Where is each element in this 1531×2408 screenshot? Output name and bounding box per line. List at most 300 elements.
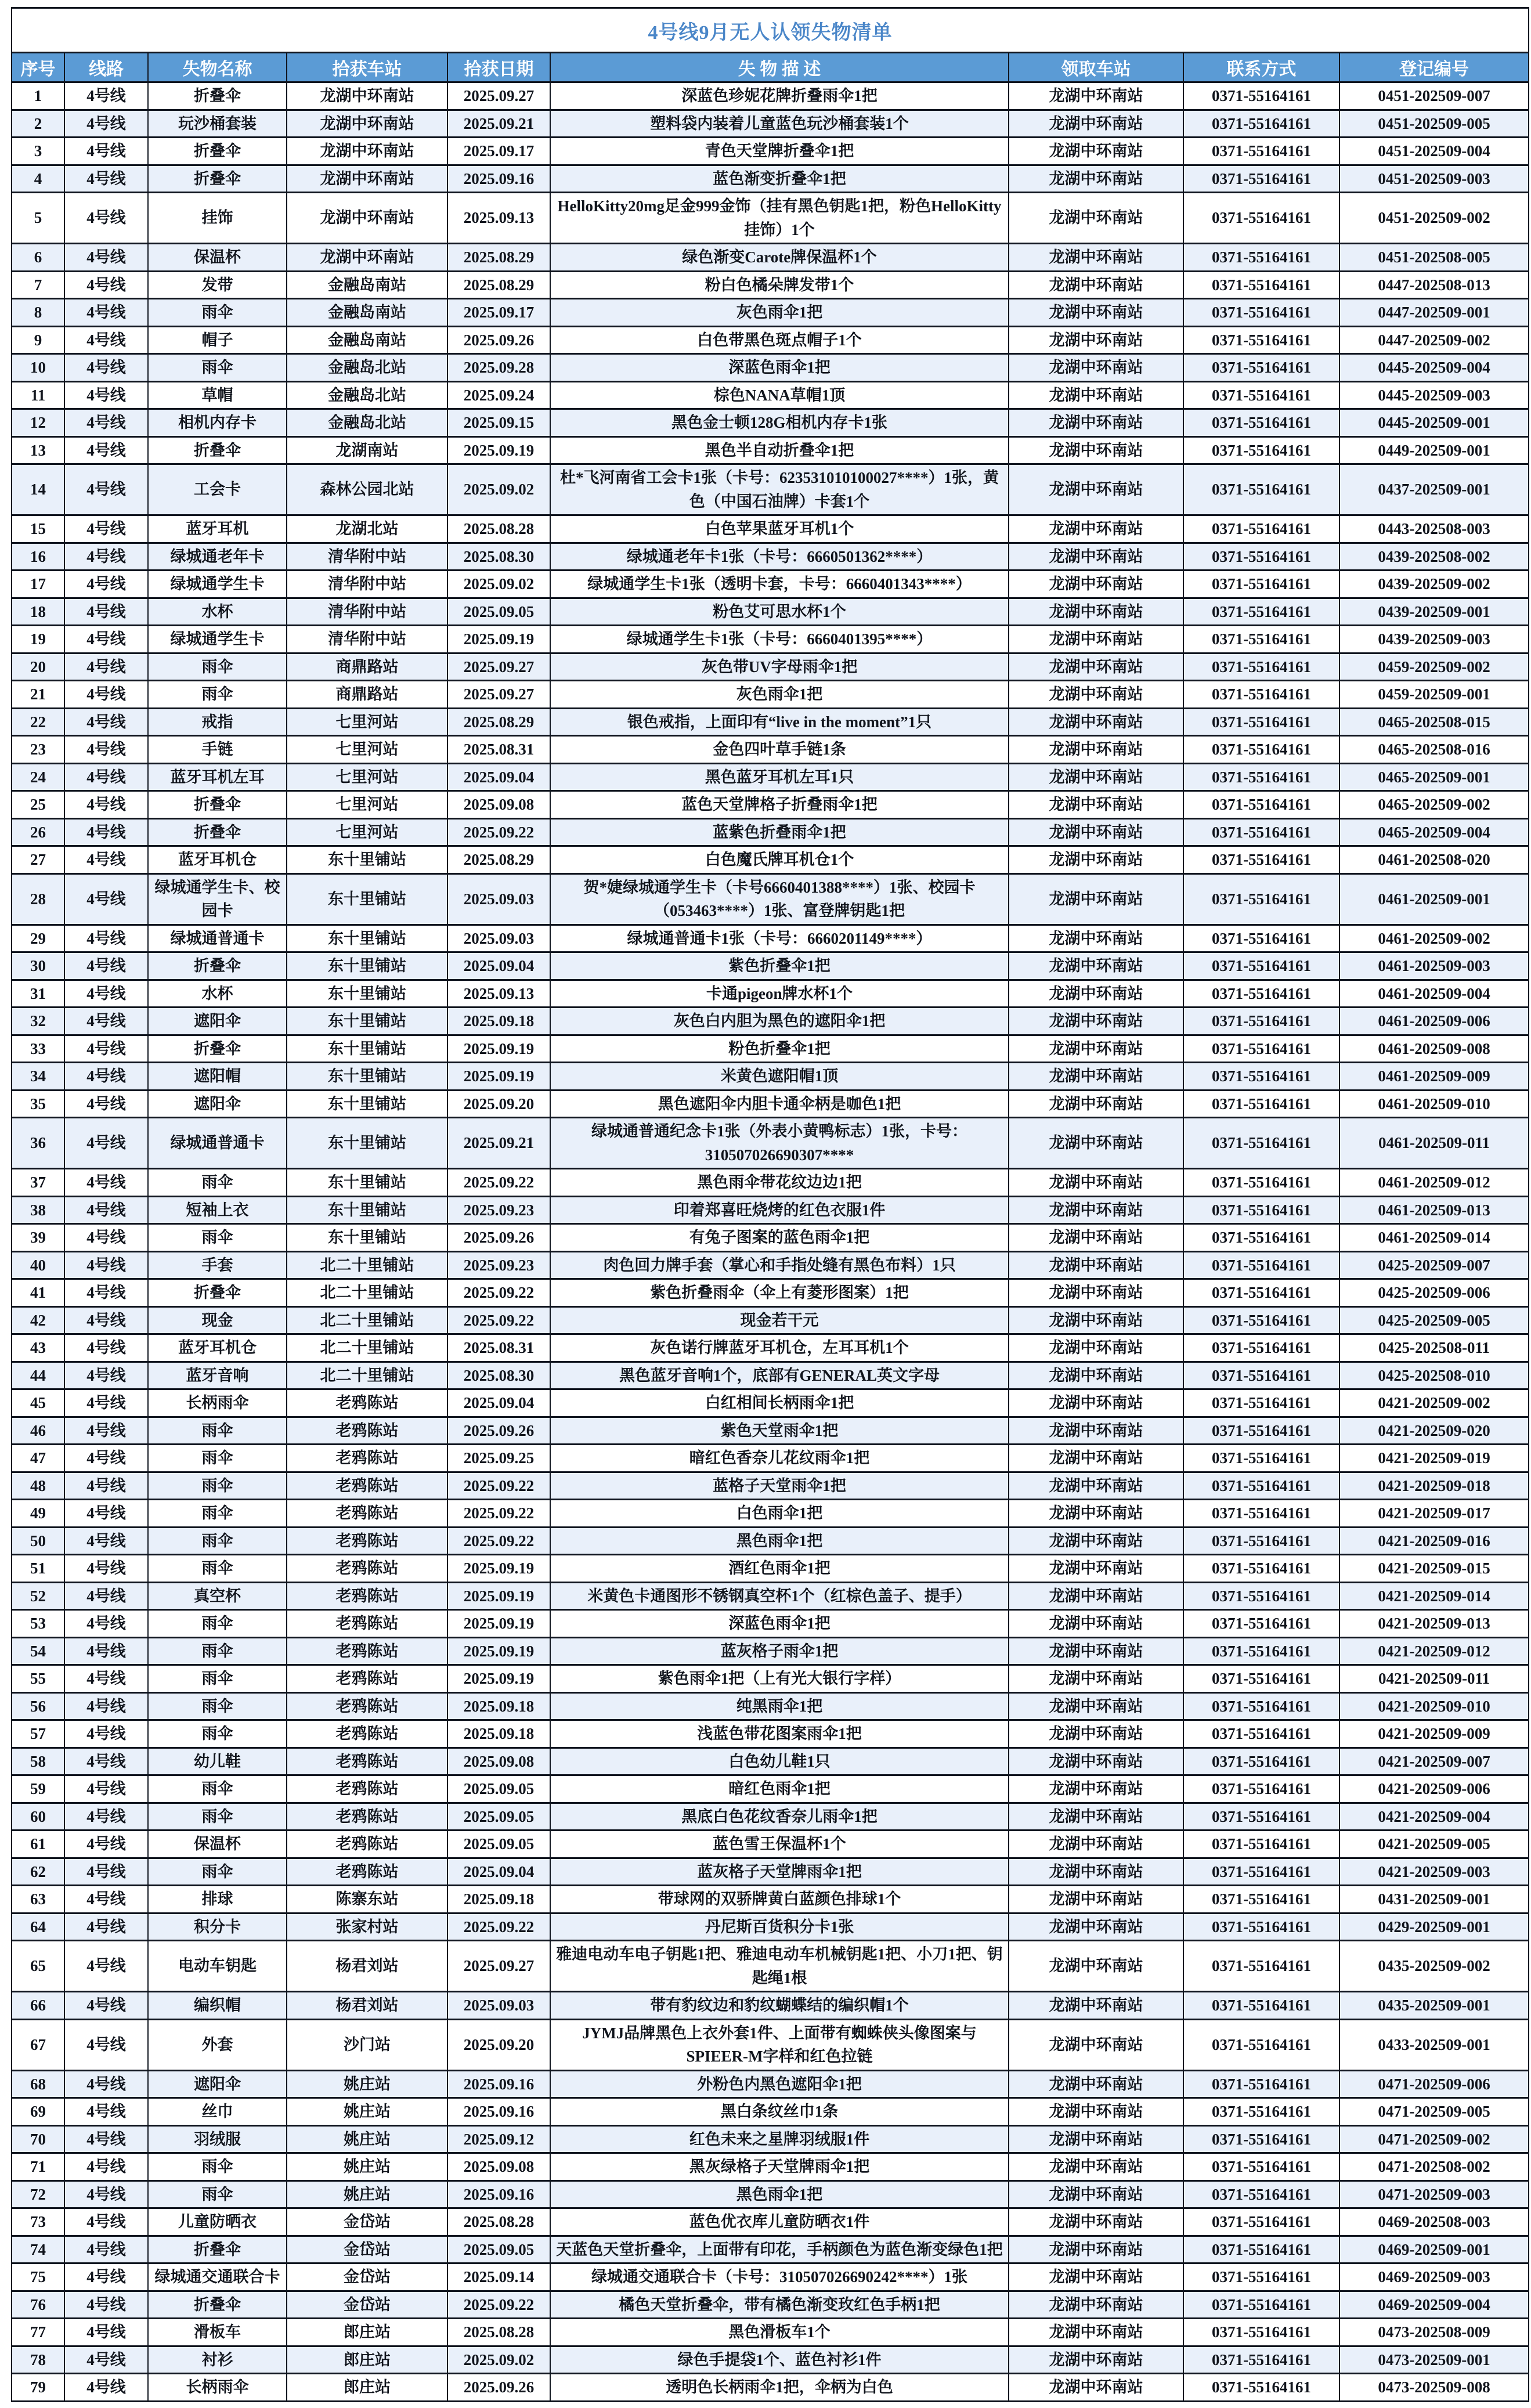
cell-item: 蓝牙耳机仓 [148, 846, 287, 874]
table-row [12, 2263, 1529, 2291]
cell-line: 4号线 [64, 2346, 148, 2374]
cell-item: 折叠伞 [148, 165, 287, 193]
cell-contact: 0371-55164161 [1183, 1858, 1339, 1886]
cell-line: 4号线 [64, 763, 148, 791]
cell-found-station: 老鸦陈站 [287, 1720, 447, 1748]
cell-item: 折叠伞 [148, 818, 287, 846]
cell-description: 绿色手提袋1个、蓝色衬衫1件 [550, 2346, 1009, 2374]
cell-no: 13 [12, 436, 64, 464]
cell-found-station: 老鸦陈站 [287, 1582, 447, 1610]
table-row [12, 1803, 1529, 1831]
cell-description: 白色苹果蓝牙耳机1个 [550, 515, 1009, 543]
cell-contact: 0371-55164161 [1183, 1500, 1339, 1528]
cell-item: 折叠伞 [148, 952, 287, 980]
cell-found-station: 老鸦陈站 [287, 1389, 447, 1417]
cell-item: 儿童防晒衣 [148, 2208, 287, 2236]
cell-no: 46 [12, 1417, 64, 1445]
cell-found-station: 七里河站 [287, 736, 447, 764]
cell-found-station: 清华附中站 [287, 626, 447, 654]
cell-found-station: 老鸦陈站 [287, 1472, 447, 1500]
cell-line: 4号线 [64, 1090, 148, 1118]
table-row [12, 2180, 1529, 2208]
cell-pickup-station: 龙湖中环南站 [1009, 193, 1183, 244]
cell-found-date: 2025.09.26 [447, 1224, 550, 1252]
cell-reg-no: 0433-202509-001 [1339, 2019, 1529, 2070]
cell-description: 卡通pigeon牌水杯1个 [550, 980, 1009, 1008]
cell-reg-no: 0471-202509-006 [1339, 2070, 1529, 2098]
cell-item: 折叠伞 [148, 436, 287, 464]
cell-item: 雨伞 [148, 1692, 287, 1720]
cell-reg-no: 0439-202509-003 [1339, 626, 1529, 654]
table-row [12, 2236, 1529, 2263]
cell-pickup-station: 龙湖中环南站 [1009, 1362, 1183, 1389]
table-row [12, 2070, 1529, 2098]
cell-reg-no: 0449-202509-001 [1339, 436, 1529, 464]
cell-reg-no: 0461-202509-013 [1339, 1196, 1529, 1224]
cell-found-station: 老鸦陈站 [287, 1555, 447, 1583]
cell-line: 4号线 [64, 873, 148, 925]
cell-found-date: 2025.09.19 [447, 1063, 550, 1091]
cell-item: 绿城通普通卡 [148, 925, 287, 952]
cell-contact: 0371-55164161 [1183, 1720, 1339, 1748]
cell-item: 折叠伞 [148, 138, 287, 165]
cell-pickup-station: 龙湖中环南站 [1009, 409, 1183, 437]
cell-found-station: 东十里铺站 [287, 1169, 447, 1197]
cell-description: 雅迪电动车电子钥匙1把、雅迪电动车机械钥匙1把、小刀1把、钥匙绳1根 [550, 1941, 1009, 1992]
cell-description: 蓝色雪王保温杯1个 [550, 1831, 1009, 1858]
cell-reg-no: 0421-202509-011 [1339, 1665, 1529, 1693]
cell-description: 粉色艾可思水杯1个 [550, 598, 1009, 626]
cell-found-date: 2025.09.27 [447, 681, 550, 709]
cell-no: 1 [12, 82, 64, 110]
cell-reg-no: 0469-202509-003 [1339, 2263, 1529, 2291]
table-row [12, 1417, 1529, 1445]
cell-line: 4号线 [64, 1500, 148, 1528]
column-header-pickup-station: 领取车站 [1009, 53, 1183, 82]
cell-reg-no: 0421-202509-010 [1339, 1692, 1529, 1720]
column-header-contact: 联系方式 [1183, 53, 1339, 82]
cell-reg-no: 0471-202508-002 [1339, 2153, 1529, 2181]
cell-description: 暗红色雨伞1把 [550, 1775, 1009, 1803]
cell-description: 棕色NANA草帽1顶 [550, 381, 1009, 409]
cell-contact: 0371-55164161 [1183, 1417, 1339, 1445]
cell-pickup-station: 龙湖中环南站 [1009, 1692, 1183, 1720]
cell-line: 4号线 [64, 1692, 148, 1720]
cell-line: 4号线 [64, 110, 148, 138]
cell-pickup-station: 龙湖中环南站 [1009, 1196, 1183, 1224]
cell-found-station: 商鼎路站 [287, 653, 447, 681]
cell-found-date: 2025.09.16 [447, 2070, 550, 2098]
cell-pickup-station: 龙湖中环南站 [1009, 381, 1183, 409]
title-row [12, 8, 1529, 53]
cell-contact: 0371-55164161 [1183, 1637, 1339, 1665]
cell-found-date: 2025.08.30 [447, 1362, 550, 1389]
cell-found-station: 金岱站 [287, 2208, 447, 2236]
cell-item: 雨伞 [148, 1500, 287, 1528]
cell-contact: 0371-55164161 [1183, 1334, 1339, 1362]
cell-line: 4号线 [64, 1775, 148, 1803]
cell-no: 58 [12, 1748, 64, 1775]
cell-description: 现金若干元 [550, 1306, 1009, 1334]
cell-pickup-station: 龙湖中环南站 [1009, 763, 1183, 791]
cell-line: 4号线 [64, 736, 148, 764]
cell-contact: 0371-55164161 [1183, 1610, 1339, 1638]
cell-description: 蓝紫色折叠雨伞1把 [550, 818, 1009, 846]
cell-no: 5 [12, 193, 64, 244]
cell-contact: 0371-55164161 [1183, 1913, 1339, 1941]
cell-no: 39 [12, 1224, 64, 1252]
cell-no: 43 [12, 1334, 64, 1362]
cell-found-date: 2025.09.26 [447, 1417, 550, 1445]
cell-found-date: 2025.09.28 [447, 354, 550, 382]
table-row [12, 193, 1529, 244]
cell-found-date: 2025.09.19 [447, 436, 550, 464]
cell-no: 31 [12, 980, 64, 1008]
cell-description: 白色带黑色斑点帽子1个 [550, 326, 1009, 354]
cell-description: 外粉色内黑色遮阳伞1把 [550, 2070, 1009, 2098]
table-row [12, 1063, 1529, 1091]
cell-contact: 0371-55164161 [1183, 2263, 1339, 2291]
cell-found-date: 2025.09.03 [447, 873, 550, 925]
cell-found-station: 张家村站 [287, 1913, 447, 1941]
cell-reg-no: 0421-202509-006 [1339, 1775, 1529, 1803]
cell-description: 白色魔氏牌耳机仓1个 [550, 846, 1009, 874]
cell-line: 4号线 [64, 436, 148, 464]
table-row [12, 2319, 1529, 2346]
cell-item: 雨伞 [148, 354, 287, 382]
cell-no: 37 [12, 1169, 64, 1197]
cell-reg-no: 0437-202509-001 [1339, 464, 1529, 515]
cell-pickup-station: 龙湖中环南站 [1009, 271, 1183, 299]
cell-no: 22 [12, 708, 64, 736]
cell-reg-no: 0461-202509-014 [1339, 1224, 1529, 1252]
cell-found-date: 2025.09.22 [447, 818, 550, 846]
table-row [12, 1090, 1529, 1118]
cell-line: 4号线 [64, 1169, 148, 1197]
cell-item: 编织帽 [148, 1992, 287, 2020]
cell-line: 4号线 [64, 1941, 148, 1992]
cell-reg-no: 0425-202508-010 [1339, 1362, 1529, 1389]
cell-found-station: 老鸦陈站 [287, 1417, 447, 1445]
table-row [12, 763, 1529, 791]
cell-item: 雨伞 [148, 1720, 287, 1748]
cell-description: 粉色折叠伞1把 [550, 1035, 1009, 1063]
cell-pickup-station: 龙湖中环南站 [1009, 925, 1183, 952]
cell-contact: 0371-55164161 [1183, 2125, 1339, 2153]
cell-line: 4号线 [64, 1582, 148, 1610]
cell-line: 4号线 [64, 1306, 148, 1334]
cell-pickup-station: 龙湖中环南站 [1009, 2346, 1183, 2374]
cell-item: 绿城通学生卡、校园卡 [148, 873, 287, 925]
cell-reg-no: 0461-202509-001 [1339, 873, 1529, 925]
cell-pickup-station: 龙湖中环南站 [1009, 1445, 1183, 1472]
table-row [12, 1389, 1529, 1417]
cell-found-station: 老鸦陈站 [287, 1858, 447, 1886]
table-row [12, 110, 1529, 138]
cell-description: 丹尼斯百货积分卡1张 [550, 1913, 1009, 1941]
cell-found-station: 龙湖中环南站 [287, 138, 447, 165]
cell-contact: 0371-55164161 [1183, 2291, 1339, 2319]
cell-reg-no: 0425-202509-005 [1339, 1306, 1529, 1334]
cell-no: 69 [12, 2098, 64, 2126]
cell-item: 绿城通学生卡 [148, 571, 287, 598]
cell-contact: 0371-55164161 [1183, 1008, 1339, 1035]
cell-found-date: 2025.09.22 [447, 1472, 550, 1500]
cell-description: 米黄色卡通图形不锈钢真空杯1个（红棕色盖子、提手） [550, 1582, 1009, 1610]
cell-line: 4号线 [64, 165, 148, 193]
cell-pickup-station: 龙湖中环南站 [1009, 1169, 1183, 1197]
cell-no: 10 [12, 354, 64, 382]
cell-line: 4号线 [64, 1224, 148, 1252]
cell-found-station: 东十里铺站 [287, 1090, 447, 1118]
cell-contact: 0371-55164161 [1183, 299, 1339, 327]
cell-found-date: 2025.09.13 [447, 193, 550, 244]
cell-line: 4号线 [64, 1665, 148, 1693]
cell-description: 印着郑喜旺烧烤的红色衣服1件 [550, 1196, 1009, 1224]
cell-no: 53 [12, 1610, 64, 1638]
cell-found-station: 龙湖北站 [287, 515, 447, 543]
table-row [12, 1334, 1529, 1362]
cell-found-station: 东十里铺站 [287, 1035, 447, 1063]
cell-no: 67 [12, 2019, 64, 2070]
cell-item: 折叠伞 [148, 1279, 287, 1307]
table-row [12, 1362, 1529, 1389]
cell-pickup-station: 龙湖中环南站 [1009, 1417, 1183, 1445]
table-row [12, 1748, 1529, 1775]
cell-contact: 0371-55164161 [1183, 2070, 1339, 2098]
cell-found-station: 姚庄站 [287, 2125, 447, 2153]
cell-contact: 0371-55164161 [1183, 1251, 1339, 1279]
cell-contact: 0371-55164161 [1183, 708, 1339, 736]
cell-no: 20 [12, 653, 64, 681]
cell-contact: 0371-55164161 [1183, 1445, 1339, 1472]
cell-contact: 0371-55164161 [1183, 925, 1339, 952]
cell-found-station: 东十里铺站 [287, 1008, 447, 1035]
table-row [12, 653, 1529, 681]
cell-found-date: 2025.09.20 [447, 2019, 550, 2070]
cell-line: 4号线 [64, 598, 148, 626]
cell-found-date: 2025.08.29 [447, 271, 550, 299]
table-row [12, 326, 1529, 354]
cell-pickup-station: 龙湖中环南站 [1009, 1251, 1183, 1279]
cell-line: 4号线 [64, 1196, 148, 1224]
cell-contact: 0371-55164161 [1183, 1472, 1339, 1500]
cell-pickup-station: 龙湖中环南站 [1009, 1748, 1183, 1775]
cell-found-station: 老鸦陈站 [287, 1803, 447, 1831]
cell-pickup-station: 龙湖中环南站 [1009, 818, 1183, 846]
cell-no: 71 [12, 2153, 64, 2181]
cell-found-date: 2025.09.04 [447, 763, 550, 791]
cell-no: 70 [12, 2125, 64, 2153]
cell-description: 纯黑雨伞1把 [550, 1692, 1009, 1720]
cell-found-date: 2025.09.16 [447, 165, 550, 193]
cell-line: 4号线 [64, 1720, 148, 1748]
cell-description: 灰色诺行牌蓝牙耳机仓，左耳耳机1个 [550, 1334, 1009, 1362]
cell-item: 长柄雨伞 [148, 1389, 287, 1417]
table-row [12, 1555, 1529, 1583]
cell-reg-no: 0451-202509-002 [1339, 193, 1529, 244]
cell-description: 黑色雨伞带花纹边边1把 [550, 1169, 1009, 1197]
cell-no: 16 [12, 543, 64, 571]
cell-found-date: 2025.09.08 [447, 791, 550, 819]
cell-found-station: 陈寨东站 [287, 1886, 447, 1914]
cell-pickup-station: 龙湖中环南站 [1009, 1886, 1183, 1914]
cell-no: 21 [12, 681, 64, 709]
cell-contact: 0371-55164161 [1183, 2098, 1339, 2126]
cell-pickup-station: 龙湖中环南站 [1009, 1500, 1183, 1528]
cell-found-station: 沙门站 [287, 2019, 447, 2070]
cell-line: 4号线 [64, 681, 148, 709]
cell-pickup-station: 龙湖中环南站 [1009, 1665, 1183, 1693]
cell-found-date: 2025.09.21 [447, 1118, 550, 1169]
cell-found-date: 2025.09.20 [447, 1090, 550, 1118]
cell-no: 48 [12, 1472, 64, 1500]
cell-line: 4号线 [64, 193, 148, 244]
cell-found-date: 2025.09.16 [447, 2098, 550, 2126]
cell-found-date: 2025.08.31 [447, 1334, 550, 1362]
table-row [12, 846, 1529, 874]
cell-contact: 0371-55164161 [1183, 2208, 1339, 2236]
cell-line: 4号线 [64, 1610, 148, 1638]
cell-line: 4号线 [64, 653, 148, 681]
cell-description: 黑色蓝牙音响1个，底部有GENERAL英文字母 [550, 1362, 1009, 1389]
cell-line: 4号线 [64, 2098, 148, 2126]
cell-found-date: 2025.08.29 [447, 244, 550, 272]
cell-contact: 0371-55164161 [1183, 1941, 1339, 1992]
cell-found-date: 2025.09.26 [447, 326, 550, 354]
cell-found-station: 东十里铺站 [287, 980, 447, 1008]
table-row [12, 1472, 1529, 1500]
cell-found-date: 2025.09.02 [447, 464, 550, 515]
table-row [12, 1169, 1529, 1197]
cell-found-station: 龙湖中环南站 [287, 165, 447, 193]
cell-contact: 0371-55164161 [1183, 1692, 1339, 1720]
cell-found-date: 2025.09.05 [447, 1803, 550, 1831]
cell-no: 25 [12, 791, 64, 819]
cell-no: 47 [12, 1445, 64, 1472]
cell-found-date: 2025.09.24 [447, 381, 550, 409]
cell-no: 60 [12, 1803, 64, 1831]
cell-item: 蓝牙耳机仓 [148, 1334, 287, 1362]
cell-pickup-station: 龙湖中环南站 [1009, 2263, 1183, 2291]
cell-pickup-station: 龙湖中环南站 [1009, 2125, 1183, 2153]
cell-pickup-station: 龙湖中环南站 [1009, 82, 1183, 110]
cell-reg-no: 0465-202508-015 [1339, 708, 1529, 736]
cell-found-date: 2025.09.27 [447, 1941, 550, 1992]
cell-no: 18 [12, 598, 64, 626]
table-row [12, 2153, 1529, 2181]
cell-item: 遮阳伞 [148, 1008, 287, 1035]
cell-description: 银色戒指，上面印有“live in the moment”1只 [550, 708, 1009, 736]
cell-found-date: 2025.09.26 [447, 2374, 550, 2402]
cell-description: 黑色半自动折叠伞1把 [550, 436, 1009, 464]
cell-line: 4号线 [64, 244, 148, 272]
cell-found-station: 七里河站 [287, 708, 447, 736]
page-title: 4号线9月无人认领失物清单 [12, 8, 1529, 53]
cell-no: 51 [12, 1555, 64, 1583]
cell-found-station: 东十里铺站 [287, 873, 447, 925]
cell-no: 54 [12, 1637, 64, 1665]
cell-item: 雨伞 [148, 653, 287, 681]
cell-line: 4号线 [64, 818, 148, 846]
cell-found-station: 老鸦陈站 [287, 1665, 447, 1693]
cell-description: 绿城通学生卡1张（透明卡套，卡号：6660401343****） [550, 571, 1009, 598]
cell-pickup-station: 龙湖中环南站 [1009, 110, 1183, 138]
cell-line: 4号线 [64, 2180, 148, 2208]
cell-item: 电动车钥匙 [148, 1941, 287, 1992]
cell-contact: 0371-55164161 [1183, 271, 1339, 299]
cell-pickup-station: 龙湖中环南站 [1009, 354, 1183, 382]
cell-no: 76 [12, 2291, 64, 2319]
cell-reg-no: 0461-202509-010 [1339, 1090, 1529, 1118]
cell-found-date: 2025.09.17 [447, 138, 550, 165]
cell-found-station: 东十里铺站 [287, 1118, 447, 1169]
cell-pickup-station: 龙湖中环南站 [1009, 1090, 1183, 1118]
cell-pickup-station: 龙湖中环南站 [1009, 1279, 1183, 1307]
cell-line: 4号线 [64, 1389, 148, 1417]
table-row [12, 791, 1529, 819]
cell-found-station: 金融岛南站 [287, 299, 447, 327]
cell-pickup-station: 龙湖中环南站 [1009, 2070, 1183, 2098]
table-row [12, 1913, 1529, 1941]
table-row [12, 952, 1529, 980]
column-header-line: 线路 [64, 53, 148, 82]
cell-found-date: 2025.09.05 [447, 1831, 550, 1858]
cell-line: 4号线 [64, 626, 148, 654]
table-row [12, 138, 1529, 165]
cell-no: 23 [12, 736, 64, 764]
cell-no: 30 [12, 952, 64, 980]
cell-item: 雨伞 [148, 1527, 287, 1555]
cell-no: 35 [12, 1090, 64, 1118]
cell-reg-no: 0451-202508-005 [1339, 244, 1529, 272]
cell-pickup-station: 龙湖中环南站 [1009, 791, 1183, 819]
cell-pickup-station: 龙湖中环南站 [1009, 2291, 1183, 2319]
cell-found-station: 龙湖中环南站 [287, 244, 447, 272]
cell-line: 4号线 [64, 925, 148, 952]
cell-line: 4号线 [64, 1831, 148, 1858]
table-row [12, 1251, 1529, 1279]
cell-line: 4号线 [64, 1555, 148, 1583]
cell-found-date: 2025.09.23 [447, 1251, 550, 1279]
cell-reg-no: 0421-202509-018 [1339, 1472, 1529, 1500]
cell-found-date: 2025.08.30 [447, 543, 550, 571]
cell-pickup-station: 龙湖中环南站 [1009, 653, 1183, 681]
cell-line: 4号线 [64, 1334, 148, 1362]
cell-found-date: 2025.09.18 [447, 1692, 550, 1720]
cell-found-station: 七里河站 [287, 763, 447, 791]
cell-found-station: 姚庄站 [287, 2153, 447, 2181]
cell-reg-no: 0421-202509-012 [1339, 1637, 1529, 1665]
cell-contact: 0371-55164161 [1183, 165, 1339, 193]
cell-description: 绿色渐变Carote牌保温杯1个 [550, 244, 1009, 272]
cell-found-date: 2025.09.22 [447, 1527, 550, 1555]
cell-found-station: 老鸦陈站 [287, 1692, 447, 1720]
cell-line: 4号线 [64, 271, 148, 299]
cell-item: 衬衫 [148, 2346, 287, 2374]
cell-description: 紫色折叠雨伞（伞上有菱形图案）1把 [550, 1279, 1009, 1307]
cell-pickup-station: 龙湖中环南站 [1009, 1913, 1183, 1941]
table-row [12, 980, 1529, 1008]
cell-found-station: 龙湖中环南站 [287, 82, 447, 110]
cell-found-station: 北二十里铺站 [287, 1306, 447, 1334]
cell-found-station: 清华附中站 [287, 543, 447, 571]
cell-reg-no: 0461-202509-011 [1339, 1118, 1529, 1169]
cell-contact: 0371-55164161 [1183, 681, 1339, 709]
cell-line: 4号线 [64, 980, 148, 1008]
cell-reg-no: 0421-202509-002 [1339, 1389, 1529, 1417]
cell-line: 4号线 [64, 1063, 148, 1091]
